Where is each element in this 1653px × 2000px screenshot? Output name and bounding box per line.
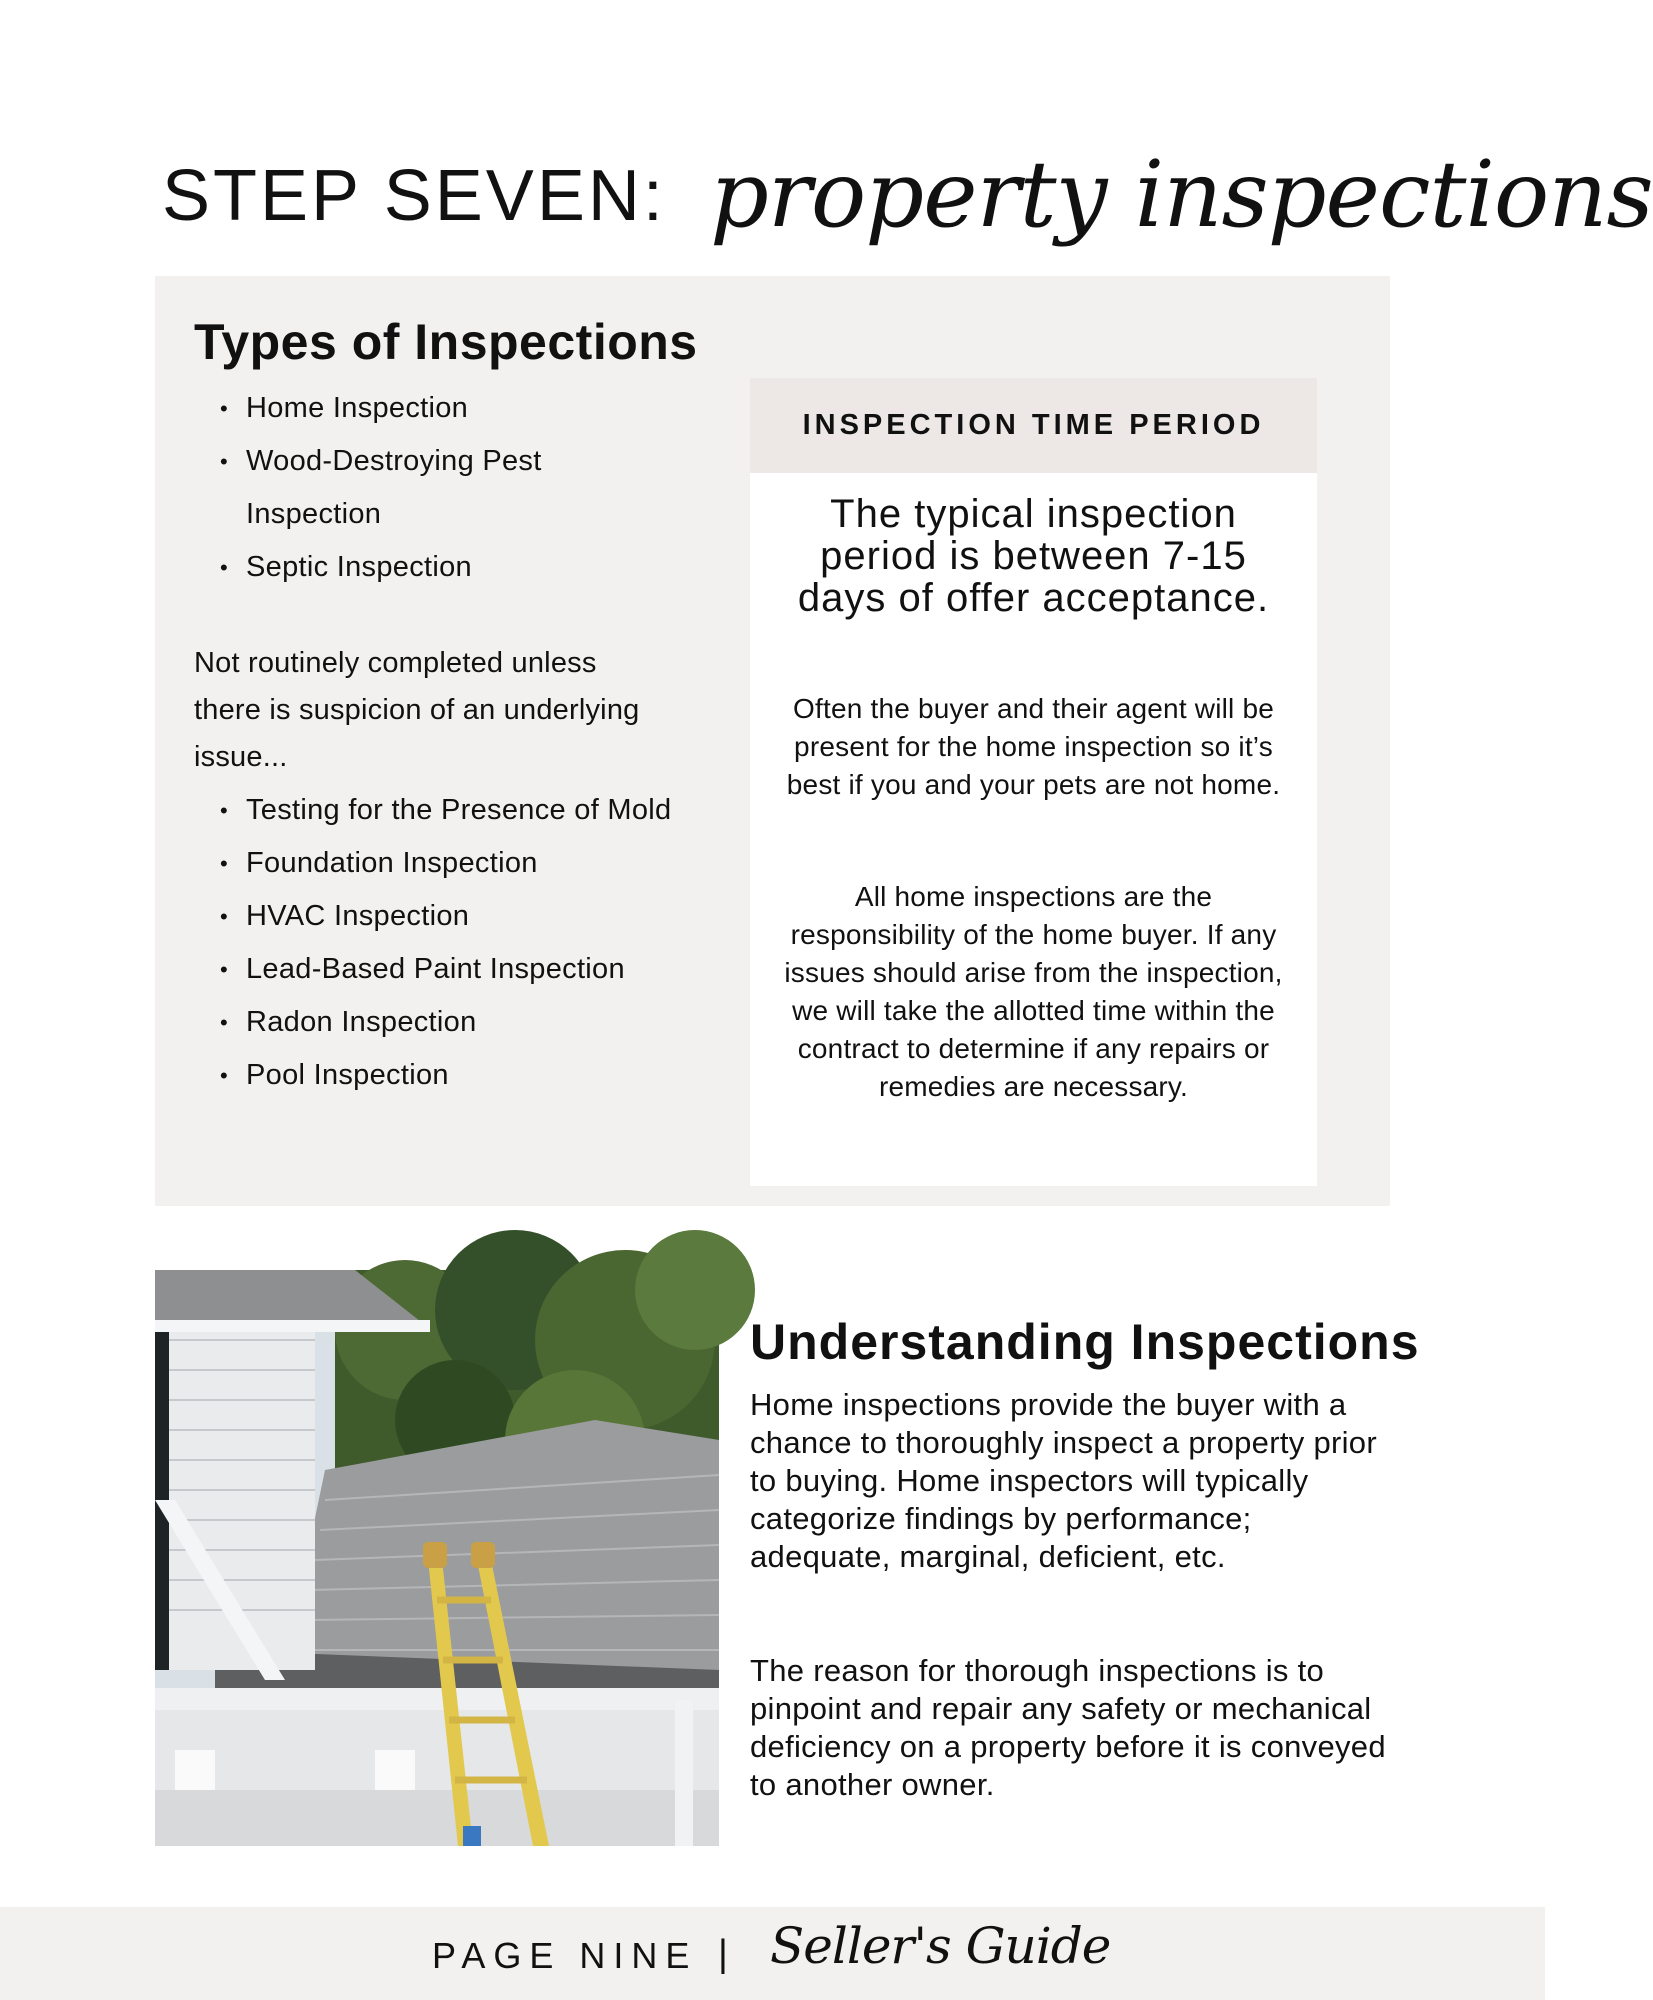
- list-item-label: Home Inspection: [246, 392, 469, 424]
- title-main: STEP SEVEN:: [162, 156, 666, 236]
- bullet-icon: •: [220, 798, 229, 823]
- list-item-label: Wood-Destroying Pest Inspection: [246, 445, 542, 530]
- list-item-label: HVAC Inspection: [246, 900, 470, 932]
- page-footer: [0, 1907, 1545, 2000]
- card-headline: The typical inspection period is between 7-15 days of offer acceptance.: [797, 492, 1270, 620]
- conditional-inspections-list: [220, 784, 700, 1102]
- footer-separator: |: [718, 1933, 728, 1975]
- list-item: [220, 382, 640, 435]
- list-item-label: Pool Inspection: [246, 1059, 449, 1091]
- card-paragraph-responsibility: All home inspections are the responsibility of the home buyer. If any issues should arise from the inspection, we will take the allotted time within the contract to determine if any repairs or remedies are necessary.: [784, 881, 1283, 1102]
- list-item-label: Foundation Inspection: [246, 847, 538, 879]
- list-item: [220, 890, 700, 943]
- list-item-label: Testing for the Presence of Mold: [246, 794, 672, 826]
- bullet-icon: •: [220, 851, 229, 876]
- list-item: [220, 541, 640, 594]
- understanding-paragraph-1: Home inspections provide the buyer with a chance to thoroughly inspect a property prior to buying. Home inspectors will typically categorize findings by performance; adequate, marginal, deficient, etc.: [750, 1387, 1377, 1574]
- title-script: property inspections: [710, 141, 1653, 248]
- list-item: [220, 1049, 700, 1102]
- routine-inspections-list: [220, 382, 640, 594]
- roof-ladder-photo: [155, 1270, 719, 1846]
- list-item-label: Radon Inspection: [246, 1006, 477, 1038]
- types-heading: Types of Inspections: [194, 314, 698, 370]
- card-header: INSPECTION TIME PERIOD: [750, 378, 1317, 473]
- understanding-heading: Understanding Inspections: [750, 1314, 1420, 1370]
- page-title: [162, 140, 1653, 270]
- conditional-note: Not routinely completed unless there is suspicion of an underlying issue...: [194, 647, 640, 773]
- list-item-label: Septic Inspection: [246, 551, 472, 583]
- list-item: [220, 943, 700, 996]
- bullet-icon: •: [220, 1010, 229, 1035]
- list-item: [220, 435, 640, 541]
- bullet-icon: •: [220, 1063, 229, 1088]
- roof-ladder-illustration: [155, 1270, 719, 1846]
- time-period-card: [750, 378, 1317, 1186]
- list-item: [220, 996, 700, 1049]
- bullet-icon: •: [220, 396, 229, 421]
- guide-name: Seller's Guide: [770, 1917, 1111, 1975]
- card-paragraph-presence: Often the buyer and their agent will be present for the home inspection so it’s best if you and your pets are not home.: [786, 693, 1281, 800]
- list-item-label: Lead-Based Paint Inspection: [246, 953, 625, 985]
- bullet-icon: •: [220, 555, 229, 580]
- bullet-icon: •: [220, 449, 229, 474]
- understanding-paragraph-2: The reason for thorough inspections is to pinpoint and repair any safety or mechanical deficiency on a property before it is conveyed to another owner.: [750, 1653, 1386, 1802]
- list-item: [220, 784, 700, 837]
- bullet-icon: •: [220, 904, 229, 929]
- list-item: [220, 837, 700, 890]
- page-number-label: PAGE NINE: [432, 1935, 698, 1976]
- bullet-icon: •: [220, 957, 229, 982]
